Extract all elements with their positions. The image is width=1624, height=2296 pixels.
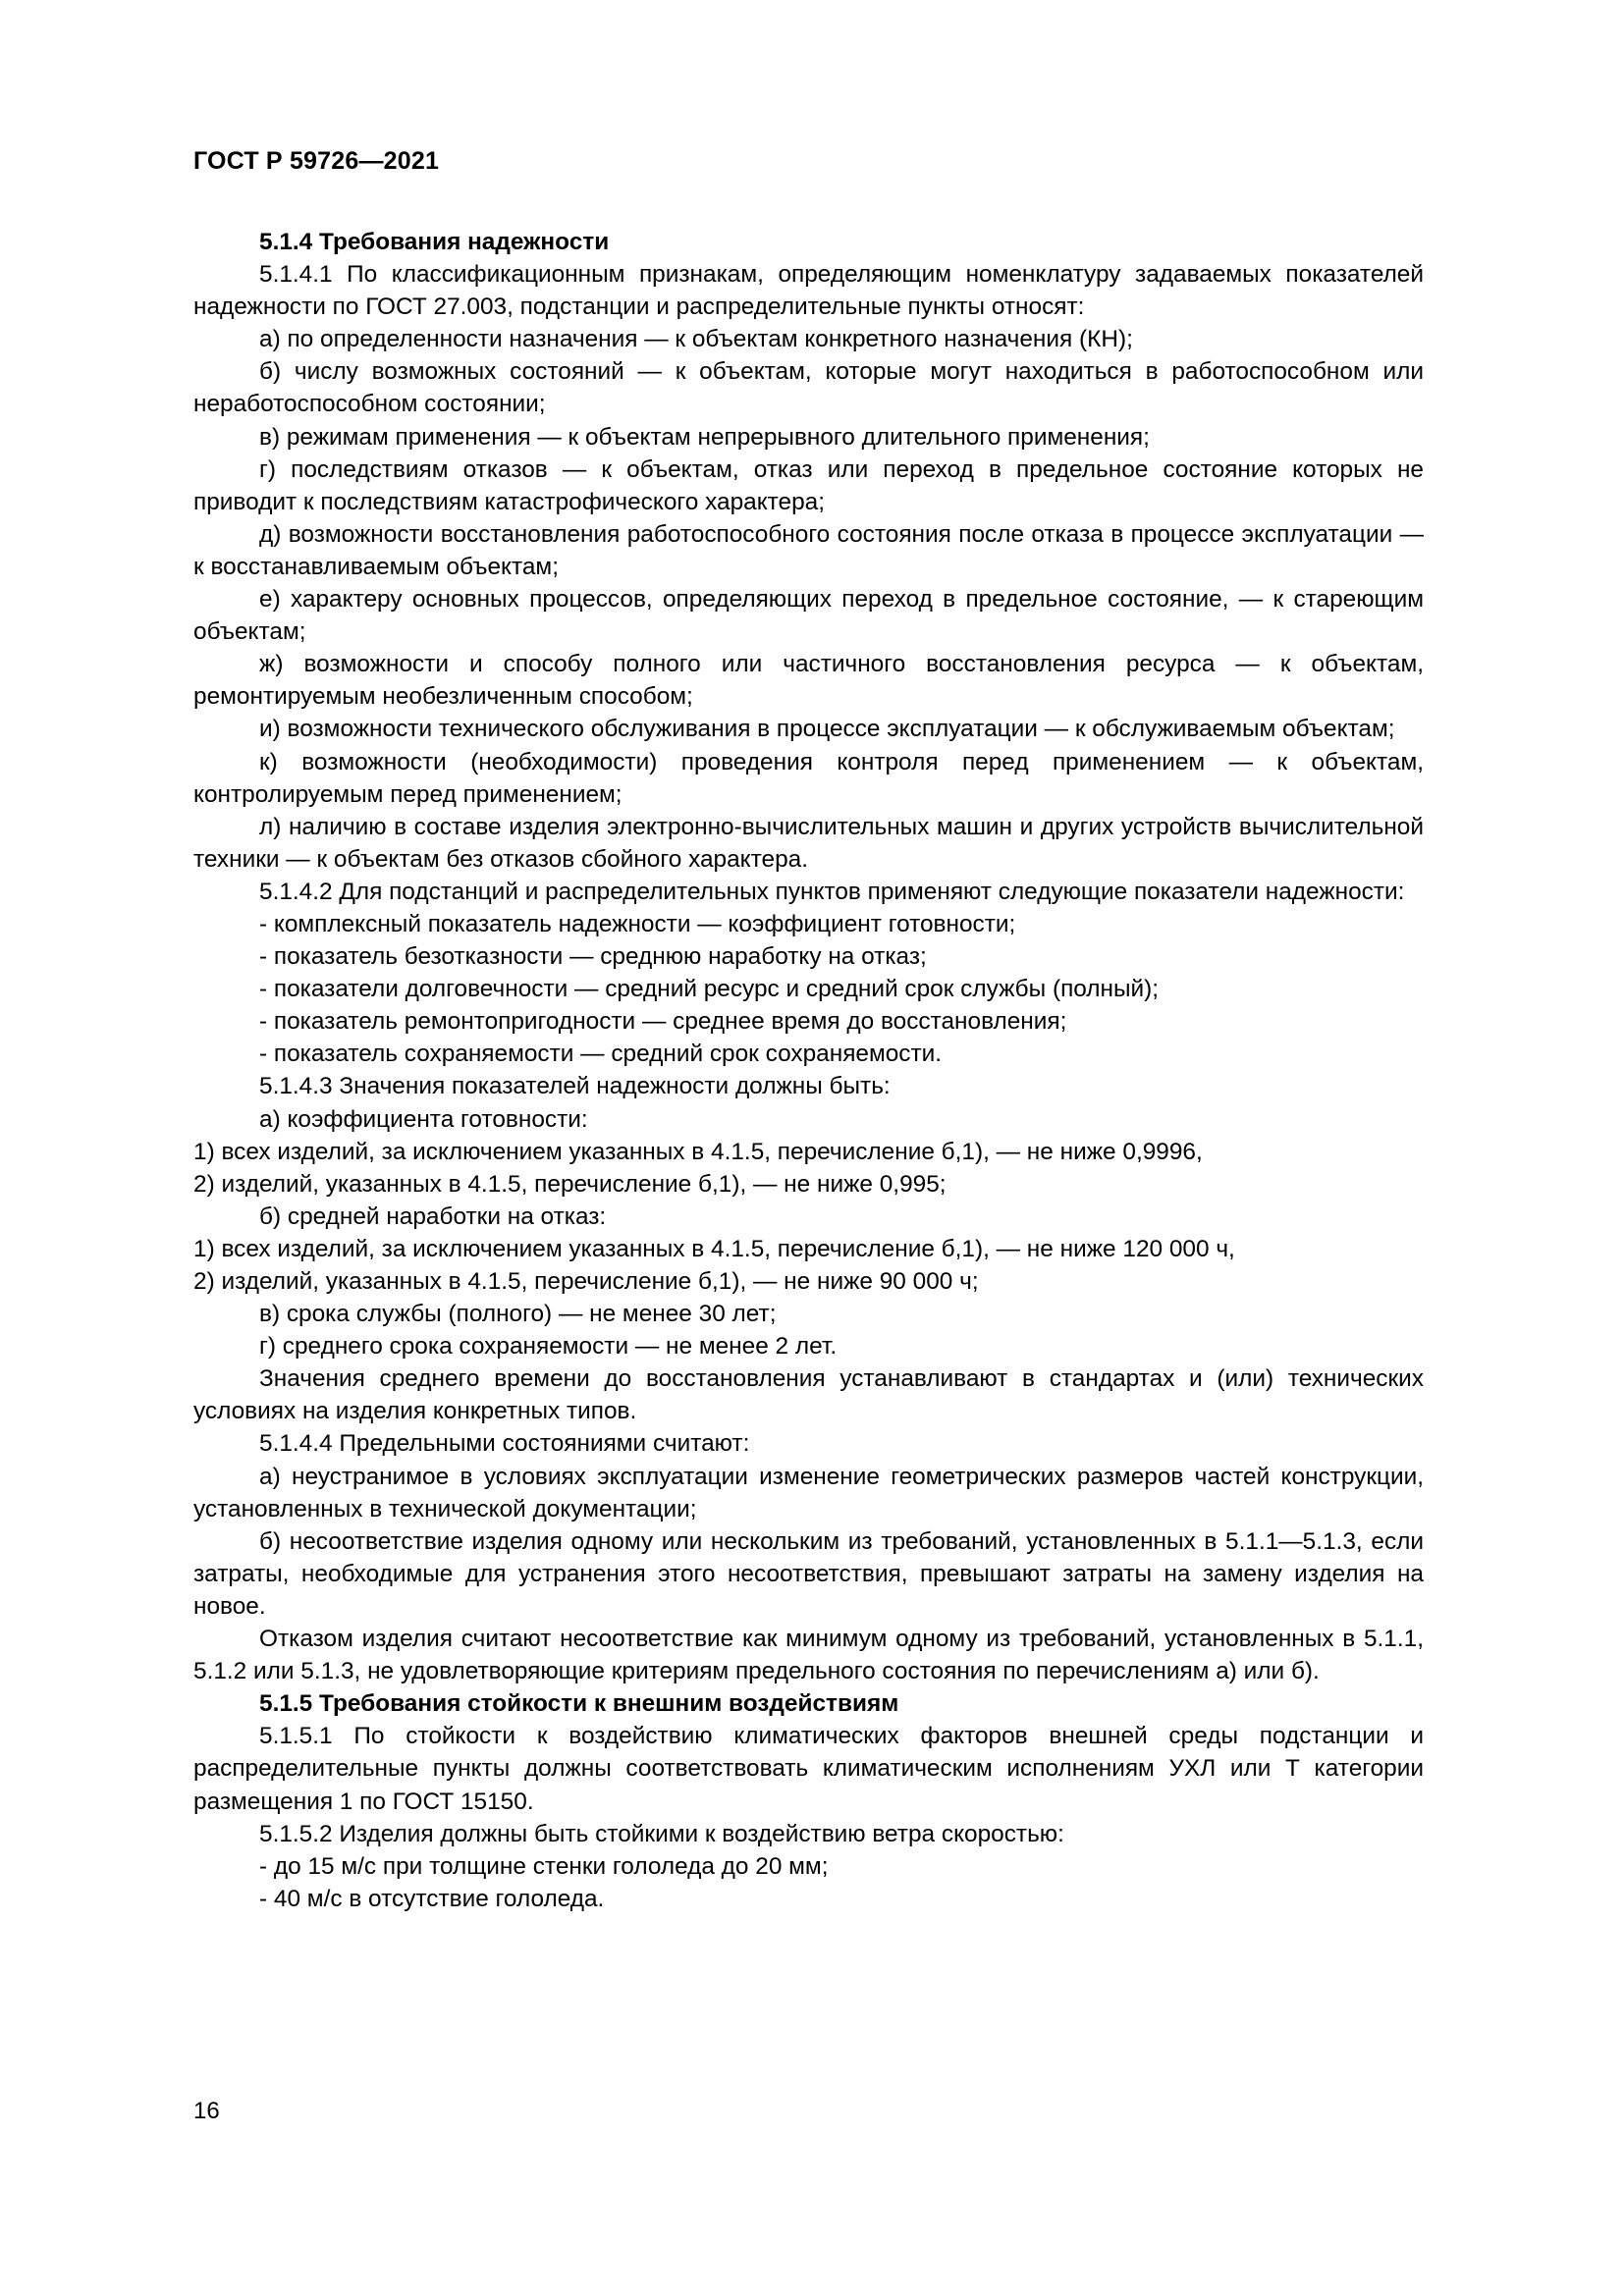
paragraph-5-1-4-4: 5.1.4.4 Предельными состояниями считают: xyxy=(259,1430,750,1458)
sub-list-item: 1) всех изделий, за исключением указанных в 4.1.5, перечисление б,1), — не ниже 0,9996, xyxy=(193,1138,1203,1165)
list-item: б) числу возможных состояний — к объектам, которые могут находиться в работоспособном или неработоспособном состоянии; xyxy=(193,358,1424,418)
list-item: - показатели долговечности — средний ресурс и средний срок службы (полный); xyxy=(259,976,1160,1003)
list-item: - комплексный показатель надежности — коэффициент готовности; xyxy=(259,910,1016,937)
list-item: - до 15 м/с при толщине стенки гололеда до 20 мм; xyxy=(259,1852,829,1880)
sub-list-item: 2) изделий, указанных в 4.1.5, перечисление б,1), — не ниже 0,995; xyxy=(193,1170,947,1198)
list-item: - показатель сохраняемости — средний срок сохраняемости. xyxy=(259,1041,943,1068)
list-item: к) возможности (необходимости) проведения контроля перед применением — к объектам, контролируемым перед применением; xyxy=(193,748,1424,808)
paragraph-5-1-4-3: 5.1.4.3 Значения показателей надежности должны быть: xyxy=(259,1073,891,1100)
list-item: в) срока службы (полного) — не менее 30 лет; xyxy=(259,1301,777,1328)
list-item: - показатель безотказности — среднюю наработку на отказ; xyxy=(259,943,927,971)
paragraph-5-1-4-1: 5.1.4.1 По классификационным признакам, определяющим номенклатуру задаваемых показателей надежности по ГОСТ 27.003, подстанции и распределительные пункты относят: xyxy=(193,261,1424,321)
page-number: 16 xyxy=(193,2098,220,2124)
sub-list-item: 2) изделий, указанных в 4.1.5, перечисление б,1), — не ниже 90 000 ч; xyxy=(193,1268,979,1295)
list-item: а) неустранимое в условиях эксплуатации изменение геометрических размеров частей конструкции, установленных в технической документации; xyxy=(193,1463,1424,1522)
list-item: а) коэффициента готовности: xyxy=(259,1105,588,1133)
list-item: б) несоответствие изделия одному или нескольким из требований, установленных в 5.1.1—5.1.3, если затраты, необходимые для устранения этого несоответствия, превышают затраты на замену изделия на новое. xyxy=(193,1527,1424,1620)
list-item: г) последствиям отказов — к объектам, отказ или переход в предельное состояние которых не приводит к последствиям катастрофического характера; xyxy=(193,455,1424,515)
list-item: - показатель ремонтопригодности — среднее время до восстановления; xyxy=(259,1008,1067,1036)
list-item: б) средней наработки на отказ: xyxy=(259,1202,607,1230)
paragraph-restore-time: Значения среднего времени до восстановления устанавливают в стандартах и (или) технических условиях на изделия конкретных типов. xyxy=(193,1365,1424,1425)
paragraph-failure-definition: Отказом изделия считают несоответствие как минимум одному из требований, установленных в 5.1.1, 5.1.2 или 5.1.3, не удовлетворяющие критериям предельного состояния по перечислениям а) или б). xyxy=(193,1626,1424,1685)
list-item: д) возможности восстановления работоспособного состояния после отказа в процессе эксплуатации — к восстанавливаемым объектам; xyxy=(193,520,1424,580)
paragraph-5-1-5-2: 5.1.5.2 Изделия должны быть стойкими к воздействию ветра скоростью: xyxy=(259,1820,1064,1847)
list-item: л) наличию в составе изделия электронно-вычислительных машин и других устройств вычислительной техники — к объектам без отказов сбойного характера. xyxy=(193,813,1424,873)
list-item: г) среднего срока сохраняемости — не менее 2 лет. xyxy=(259,1333,838,1361)
list-item: ж) возможности и способу полного или частичного восстановления ресурса — к объектам, ремонтируемым необезличенным способом; xyxy=(193,651,1424,711)
list-item: в) режимам применения — к объектам непрерывного длительного применения; xyxy=(259,423,1150,451)
sub-list-item: 1) всех изделий, за исключением указанных в 4.1.5, перечисление б,1), — не ниже 120 000 ч, xyxy=(193,1235,1235,1262)
standard-header: ГОСТ Р 59726—2021 xyxy=(193,147,440,175)
list-item: и) возможности технического обслуживания в процессе эксплуатации — к обслуживаемым объектам; xyxy=(259,716,1395,743)
document-body xyxy=(193,226,1424,1915)
paragraph-5-1-5-1: 5.1.5.1 По стойкости к воздействию климатических факторов внешней среды подстанции и распределительные пункты должны соответствовать климатическим исполнениям УХЛ или Т категории размещения 1 по ГОСТ 15150. xyxy=(193,1723,1424,1815)
section-5-1-5-title: 5.1.5 Требования стойкости к внешним воздействиям xyxy=(259,1690,899,1718)
paragraph-5-1-4-2: 5.1.4.2 Для подстанций и распределительных пунктов применяют следующие показатели надежности: xyxy=(259,878,1405,905)
list-item: - 40 м/с в отсутствие гололеда. xyxy=(259,1885,605,1912)
list-item: а) по определенности назначения — к объектам конкретного назначения (КН); xyxy=(259,326,1133,353)
section-5-1-4-title: 5.1.4 Требования надежности xyxy=(259,229,610,255)
list-item: е) характеру основных процессов, определяющих переход в предельное состояние, — к стареющим объектам; xyxy=(193,586,1424,646)
